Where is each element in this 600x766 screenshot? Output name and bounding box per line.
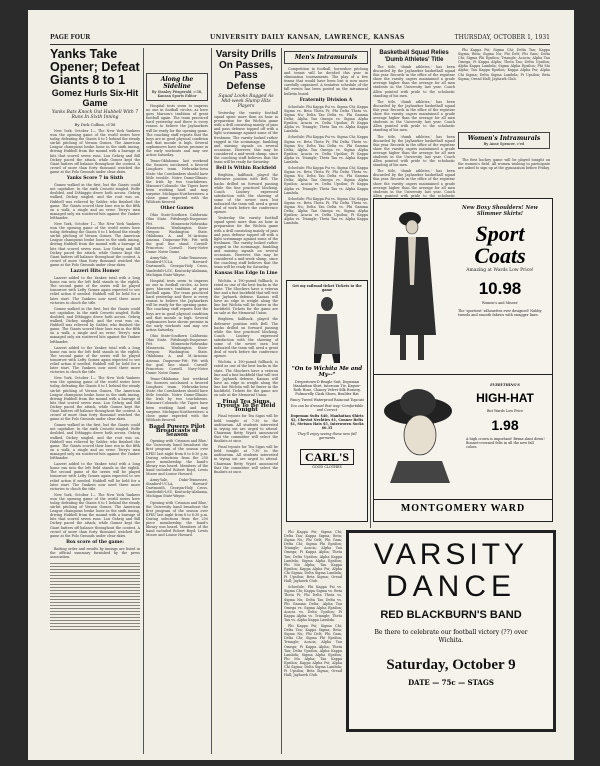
coats-title: Sport Coats (474, 221, 526, 268)
yanks-para-1: New York, October 1— The New York Yankees won the opening game of the world series here today, defeating the Giants 8 to 1 behind the steady six-hit pitching of Vernon Gomez. The American League champions broke loose in the sixth inning, driving Hubbell from the mound with a barrage of hits that scored seven runs. Lou Gehrig and Bill Dickey paced the attack, while Gomez kept the Giant batters off balance throughout the contest. A crowd of more than forty thousand watched the game at the Polo Grounds under clear skies. (50, 129, 140, 174)
intramurals-title: Men's Intramurals (294, 54, 358, 61)
coats-section (374, 199, 552, 369)
sideline-story (146, 104, 208, 537)
basketball-para-3: The title, 'dumb athletes,' has been discarded by the Jayhawker basketball squad this year. Records in the office of the registrar show the varsity cagers maintained a grade average higher than the average for all men students in the University last year. Coach Allen pointed with pride to the scholastic standing of his men. (373, 134, 455, 168)
newspaper-page (28, 10, 574, 760)
dance-note: Be there to celebrate our football victory (??) over Wichita. (374, 629, 528, 644)
hat-sub: But Wards Low Price (486, 409, 524, 413)
column-list (458, 48, 550, 132)
radio-para-2: Army-Yale, Duke-Tennessee, Stanford-UCLA, Harvard-Dartmouth, Georgia-Holy Cross, Vanderbilt-LSU, Kentucky-Alabama, Michigan State-Wayne. (146, 478, 208, 499)
varsity-para-3b: Brighten, halfback, played the defensive position with Bell. The backs drilled on forward passing while the line practiced blocking. Coach Lindsey expressed satisfaction with the showing of some of the newer men but indicated the team will need a great deal of work before the conference opener. (214, 317, 278, 359)
radio-headline: Band Powers Pilot Broadcasts of Season (148, 423, 206, 439)
basketball-headline: Basketball Squad Relies 'Dumb Athletes' Title (379, 50, 449, 63)
paper-title: UNIVERSITY DAILY KANSAN, LAWRENCE, KANSAS (210, 34, 405, 41)
hat-body: A high crown is important! Brims slant down! Bonnet-crowned felts in all the new fall colors. (466, 437, 545, 449)
sideline-title: Along the Sideline (160, 76, 194, 90)
yanks-sub-1: Yanks Score 7 in Sixth (66, 176, 124, 182)
frat-list-2: Schedule: Phi Kappa Psi vs. Sigma Chi; Kappa Sigma vs. Beta Theta Pi; Phi Delta Theta vs. Sigma Nu; Delta Tau Delta vs. Phi Gamma Delta; Alpha Tau Omega vs. Sigma Alpha Epsilon; Acacia vs. Delta Upsilon; Pi Kappa Alpha vs. Triangle; Theta Tau vs. Alpha Kappa Lambda. (284, 135, 368, 164)
dance-band: RED BLACKBURN'S BAND (380, 609, 522, 621)
box-score-title: Box score of the game: (66, 539, 124, 545)
hat-title: HIGH-HAT (476, 391, 534, 405)
sideline-header-box (146, 73, 208, 101)
varsity-story (214, 111, 278, 474)
tea-headline: Final Tea Signs Tryouts To Be Held Tonight (216, 399, 276, 414)
picks-title: Other Games (160, 206, 194, 212)
column-intramurals (284, 48, 368, 278)
intramurals-para-1: Competition in football, horseshoe pitching and tennis will be decided this year in elimination tournaments. The play of a few teams that would have been lost is now more carefully organized. A tentative schedule of the fall events has been posted on the intramural bulletin board. (284, 67, 368, 96)
carls-logo (287, 446, 367, 469)
sideline-para-4: Ohio State-Southern California: Ohio State. Pittsburgh-Duquesne: Pitt. Minnesota-Nebraska: Minnesota. Washington State-Oregon: Washington State. Oklahoma A. and M.-Arizona: Arizona. Duquesne-Pitt: Pitt with the goal line stand. Cornell-Princeton: Cornell. Navy-Notre Dame: Notre Dame. (146, 333, 208, 375)
column-sideline (146, 70, 208, 754)
page-number: PAGE FOUR (50, 34, 91, 41)
ticket-ad-line: Get my railroad ticket Tickets to the game (292, 284, 362, 292)
column-varsity (214, 48, 278, 754)
sideline-byline: By Stanley Fitzgerald, c'38, Kansan Sports Editor (151, 90, 203, 98)
coats-sub: Amazing at Wards Low Price! (466, 268, 534, 273)
yanks-byline: By Dick Collins, cl'36 (74, 122, 116, 127)
wichita-list: Drepertown-D Beagle Suit, Dopeman Manhattan Shirt, Intercom Tie, Kayser-Roth Hose, Chaney Velvet Silk Hosiery, Fulmorelly Clark Shoes, Boulder Hat (293, 380, 361, 396)
yanks-para-2: Gomez walked in the first, but the Giants could not capitalize. In the sixth Crosetti singled, Rolfe doubled, and DiMaggio drove both across. Gehrig walked, Dickey singled, and the rout was on. Hubbell was relieved by Gabler, who finished the game. The Giants scored their lone run in the fifth on a walk, a single and an error. Terry's men managed only six scattered hits against the Yankee lefthander. (50, 183, 140, 220)
yanks-para-3c: Lazzeri added to the Yankee total with a long home run into the left field stands in the eighth. The second game of the series will be played tomorrow with Lefty Gomez again expected to see relief action if needed. Hubbell will be held for a later start. The Yankees now need three more victories to clinch the title. (50, 345, 140, 375)
tea-para-2: Final tryouts for Tea Signs will be held tonight at 7:30 in the auditorium. All students interested in trying out are urged to attend. Chairman Betty Wyatt announced that the committee will select the finalists at once. (214, 445, 278, 474)
intramurals-story (284, 67, 368, 225)
basketball-para-1: The title, 'dumb athletes,' has been discarded by the Jayhawker basketball squad this year. Records in the office of the registrar show the varsity cagers maintained a grade average higher than the average for all men students in the University last year. Coach Allen pointed with pride to the scholastic standing of his men. (373, 65, 455, 98)
sideline-para-1: Hospital tests seem to impress no one in football circles, as here goes Maroon's tradition of great football again. The team practiced hard yesterday and there is every reason to believe the Jayhawkers will be ready for the opening game. The coaching staff reports that the boys are in good physical condition and that morale is high. Several sophomores have shown promise in the early workouts and may see action Saturday. (146, 104, 208, 158)
yanks-story (50, 129, 140, 631)
carls-name: CARL'S (300, 449, 354, 465)
varsity-sub-2: Kansas Has Edge In Line (214, 271, 278, 277)
women-story (458, 158, 550, 198)
varsity-deck: Squad Looks Ragged As Mid-week Slump Hits Players (218, 94, 274, 109)
varsity-para-2: Brighten, halfback, played the defensive position with Bell. The backs drilled on forward passing while the line practiced blocking. Coach Lindsey expressed satisfaction with the showing of some of the newer men but indicated the team will need a great deal of work before the conference opener. (214, 173, 278, 215)
intramurals-header (284, 51, 368, 64)
teams-list: Army-Yale, Duke-Tennessee, Stanford-UCLA, Harvard-Dartmouth, Georgia-Holy Cross, Vanderbilt-LSU, Kentucky-Alabama, Michigan State-Wayne. (146, 256, 208, 277)
wichita-detail: Fancy Tweed Waterproof Raincoat Topcoat (290, 398, 364, 402)
wichita-headline: "On to Wichita Me and My--" (291, 366, 363, 378)
varsity-sub-1: Bell Is Within Backfield (215, 166, 276, 172)
wichita-outfit: Dopeman Suits $40, Manhattan Shirts $2, Cheviot Neckties $1, Conner Belts $1, Stetson Hats $5, Interwoven Socks $0.35 (290, 414, 364, 430)
issue-date: THURSDAY, OCTOBER 1, 1931 (454, 34, 550, 41)
women-para: The first hockey game will be played tonight on the women's field. All women wishing to participate are asked to sign up at the gymnasium before Friday. (458, 158, 550, 171)
yanks-para-3: Lazzeri added to the Yankee total with a long home run into the left field stands in the eighth. The second game of the series will be played tomorrow with Lefty Gomez again expected to see relief action if needed. Hubbell will be held for a later start. The Yankees now need three more victories to clinch the title. (50, 276, 140, 305)
sideline-para-5: Texas-Oklahoma: last weekend the Sooners outclassed a favored Longhorn team. Nebraska-Iowa State: the Cornhuskers should have little trouble. Notre Dame-Illinois: the Irish by two touchdowns. Missouri-Colorado: the Tigers have been working hard and may surprise. Michigan-Northwestern: a close game expected with the Wildcats favored. (146, 376, 208, 422)
varsity-para-2b: Yesterday the varsity football squad spent more than an hour in preparation for the Wichita game with a drill consisting mainly of pass and pass defense topped off with a light scrimmage against some of the freshmen. The varsity looked rather ragged in the scrimmage, fumbling and missing signals on several occasions. However, this may be considered a mid-week slump, since the coaching staff believes that the team will be ready for Saturday. (214, 216, 278, 270)
yanks-deck: Gomez Hurls Six-Hit Game (51, 88, 139, 108)
bottom-filler (284, 530, 342, 754)
picks-para: Ohio State-Southern California: Ohio State. Pittsburgh-Duquesne: Pitt. Minnesota-Nebraska: Minnesota. Washington State-Oregon: Washington State. Oklahoma A. and M.-Arizona: Arizona. Duquesne-Pitt: Pitt with the goal line stand. Cornell-Princeton: Cornell. Navy-Notre Dame: Notre Dame. (146, 213, 208, 255)
varsity-para-3c: Wichita, a 190-pound fullback, is rated as one of the best backs in the state. The Shockers have a veteran line and a fast backfield that will test the Jayhawk defense. Kansas will have an edge in weight along the line but Wichita will be faster in the backfield. Tickets for the game are on sale at the Memorial Union. (214, 360, 278, 398)
coats-price: 10.98 (478, 279, 522, 298)
frat-list-3: Schedule: Phi Kappa Psi vs. Sigma Chi; Kappa Sigma vs. Beta Theta Pi; Phi Delta Theta vs. Sigma Nu; Delta Tau Delta vs. Phi Gamma Delta; Alpha Tau Omega vs. Sigma Alpha Epsilon; Acacia vs. Delta Upsilon; Pi Kappa Alpha vs. Triangle; Theta Tau vs. Alpha Kappa Lambda. (284, 166, 368, 195)
frat-division: Fraternity Division A (299, 97, 353, 103)
varsity-headline: Varsity Drills On Passes, Pass Defense (215, 49, 277, 92)
bottom-para-1: Phi Kappa Psi; Sigma Chi; Delta Tau; Kappa Sigma; Beta; Sigma Nu; Phi Delt; Phi Gam; Delta Chi; Sigma Phi Epsilon; Triangle; Acacia; Alpha Tau Omega; Pi Kappa Alpha; Theta Tau; Delta Upsilon; Alpha Kappa Lambda; Sigma Alpha Epsilon; Phi Mu Alpha; Tau Kappa Epsilon; Kappa Alpha Psi; Alpha Chi Sigma; Delta Sigma Lambda; Pi Upsilon; Beta Sigma; Oread Hall; Jayhawk Club. (284, 530, 342, 584)
yanks-para-3b: Gomez walked in the first, but the Giants could not capitalize. In the sixth Crosetti singled, Rolfe doubled, and DiMaggio drove both across. Gehrig walked, Dickey singled, and the rout was on. Hubbell was relieved by Gabler, who finished the game. The Giants scored their lone run in the fifth on a walk, a single and an error. Terry's men managed only six scattered hits against the Yankee lefthander. (50, 306, 140, 344)
box-score-line: Batting order and results by innings are listed in the official summary furnished by the press association. (50, 546, 140, 560)
frat-list-1: Schedule: Phi Kappa Psi vs. Sigma Chi; Kappa Sigma vs. Beta Theta Pi; Phi Delta Theta vs. Sigma Nu; Delta Tau Delta vs. Phi Gamma Delta; Alpha Tau Omega vs. Sigma Alpha Epsilon; Acacia vs. Delta Upsilon; Pi Kappa Alpha vs. Triangle; Theta Tau vs. Alpha Kappa Lambda. (284, 104, 368, 134)
radio-para-3: Opening with 'Crimson and Blue,' the University band broadcast the first program of the season over KFKU last night from 8 to 8:30 p.m. During selections from the 250 piece membership the band's library was heard. Members of the band included Robert Boyd, Lewis Moore and Louise Howard. (146, 500, 208, 538)
varsity-para-3: Wichita, a 190-pound fullback, is rated as one of the best backs in the state. The Shockers have a veteran line and a fast backfield that will test the Jayhawk defense. Kansas will have an edge in weight along the line but Wichita will be faster in the backfield. Tickets for the game are on sale at the Memorial Union. (214, 278, 278, 316)
yanks-para-5: Gomez walked in the first, but the Giants could not capitalize. In the sixth Crosetti singled, Rolfe doubled, and DiMaggio drove both across. Gehrig walked, Dickey singled, and the rout was on. Hubbell was relieved by Gabler, who finished the game. The Giants scored their lone run in the fifth on a walk, a single and an error. Terry's men managed only six scattered hits against the Yankee lefthander. (50, 423, 140, 461)
hat-price: 1.98 (491, 417, 519, 433)
carls-sub: GOOD CLOTHES (312, 465, 342, 469)
column-yanks (50, 48, 140, 754)
sideline-para-2: Texas-Oklahoma: last weekend the Sooners outclassed a favored Longhorn team. Nebraska-Iowa State: the Cornhuskers should have little trouble. Notre Dame-Illinois: the Irish by two touchdowns. Missouri-Colorado: the Tigers have been working hard and may surprise. Michigan-Northwestern: a close game expected with the Wildcats favored. (146, 159, 208, 205)
bottom-para-3: Phi Kappa Psi; Sigma Chi; Delta Tau; Kappa Sigma; Beta; Sigma Nu; Phi Delt; Phi Gam; Delta Chi; Sigma Phi Epsilon; Triangle; Acacia; Alpha Tau Omega; Pi Kappa Alpha; Theta Tau; Delta Upsilon; Alpha Kappa Lambda; Sigma Alpha Epsilon; Phi Mu Alpha; Tau Kappa Epsilon; Kappa Alpha Psi; Alpha Chi Sigma; Delta Sigma Lambda; Pi Upsilon; Beta Sigma; Oread Hall; Jayhawk Club. (284, 624, 342, 678)
carls-tag: They'll enjoy seeing these new fall garments (297, 432, 357, 440)
woman-coat-illustration (378, 205, 448, 365)
list-text (458, 48, 550, 81)
women-byline: By Anne Spencer, c'ed (483, 142, 525, 146)
wichita-tag: You can be dressed that way--Comfortable and Correct (290, 404, 364, 412)
store-name: MONTGOMERY WARD (374, 499, 552, 514)
coats-body: The 'sportiest' silhouettes ever designed! Nubby tweeds and smooth fabrics with swagger lines. (458, 309, 542, 317)
coats-tag: New Boxy Shoulders! New Slimmer Skirts! (462, 205, 538, 217)
man-illustration (302, 294, 352, 364)
sideline-para-3: Hospital tests seem to impress no one in football circles, as here goes Maroon's tradition of great football again. The team practiced hard yesterday and there is every reason to believe the Jayhawkers will be ready for the opening game. The coaching staff reports that the boys are in good physical condition and that morale is high. Several sophomores have shown promise in the early workouts and may see action Saturday. (146, 278, 208, 332)
yanks-para-2b: New York, October 1— The New York Yankees won the opening game of the world series here today, defeating the Giants 8 to 1 behind the steady six-hit pitching of Vernon Gomez. The American League champions broke loose in the sixth inning, driving Hubbell from the mound with a barrage of hits that scored seven runs. Lou Gehrig and Bill Dickey paced the attack, while Gomez kept the Giant batters off balance throughout the contest. A crowd of more than forty thousand watched the game at the Polo Grounds under clear skies. (50, 221, 140, 267)
dance-date: Saturday, October 9 (386, 657, 516, 673)
box-score-table (50, 561, 140, 631)
basketball-para-4: The title, 'dumb athletes,' has been discarded by the Jayhawker basketball squad this year. Records in the office of the registrar show the varsity cagers maintained a grade average higher than the average for all men students in the University last year. Coach Allen pointed with pride to the scholastic (373, 169, 455, 198)
bottom-para-2: Schedule: Phi Kappa Psi vs. Sigma Chi; Kappa Sigma vs. Beta Theta Pi; Phi Delta Theta vs. Sigma Nu; Delta Tau Delta vs. Phi Gamma Delta; Alpha Tau Omega vs. Sigma Alpha Epsilon; Acacia vs. Delta Upsilon; Pi Kappa Alpha vs. Triangle; Theta Tau vs. Alpha Kappa Lambda. (284, 585, 342, 622)
yanks-subdeck: Yanks Bats Knock Out Hubbell With 7 Runs In Sixth Inning (51, 110, 139, 120)
basketball-story (373, 65, 455, 202)
basketball-para-2: The title, 'dumb athletes,' has been discarded by the Jayhawker basketball squad this year. Records in the office of the registrar show the varsity cagers maintained a grade average higher than the average for all men students in the University last year. Coach Allen pointed with pride to the scholastic standing of his men. (373, 99, 455, 133)
varsity-para-1: Yesterday the varsity football squad spent more than an hour in preparation for the Wichita game with a drill consisting mainly of pass and pass defense topped off with a light scrimmage against some of the freshmen. The varsity looked rather ragged in the scrimmage, fumbling and missing signals on several occasions. However, this may be considered a mid-week slump, since the coaching staff believes that the team will be ready for Saturday. (214, 111, 278, 165)
column-basketball (373, 48, 455, 198)
yanks-sub-2: Lazzeri Hits Homer (70, 269, 120, 274)
dance-price: DATE — 75c — STAGS (408, 678, 494, 687)
yanks-para-6: Lazzeri added to the Yankee total with a long home run into the left field stands in the eighth. The second game of the series will be played tomorrow with Lefty Gomez again expected to see relief action if needed. Hubbell will be held for a later start. The Yankees now need three more victories to clinch the title. (50, 462, 140, 491)
montgomery-ward-ad (373, 198, 553, 522)
frat-list-4: Schedule: Phi Kappa Psi vs. Sigma Chi; Kappa Sigma vs. Beta Theta Pi; Phi Delta Theta vs. Sigma Nu; Delta Tau Delta vs. Phi Gamma Delta; Alpha Tau Omega vs. Sigma Alpha Epsilon; Acacia vs. Delta Upsilon; Pi Kappa Alpha vs. Triangle; Theta Tau vs. Alpha Kappa Lambda. (284, 196, 368, 226)
carls-ad (286, 280, 368, 522)
women-intramurals (458, 132, 550, 149)
yanks-headline: Yanks Take Opener; Defeat Giants 8 to 1 (50, 47, 140, 87)
hat-section (374, 374, 552, 495)
dance-title-2: DANCE (385, 570, 516, 603)
yanks-para-7: New York, October 1— The New York Yankees won the opening game of the world series here today, defeating the Giants 8 to 1 behind the steady six-hit pitching of Vernon Gomez. The American League champions broke loose in the sixth inning, driving Hubbell from the mound with a barrage of hits that scored seven runs. Lou Gehrig and Bill Dickey paced the attack, while Gomez kept the Giant batters off balance throughout the contest. A crowd of more than forty thousand watched the game at the Polo Grounds under clear skies. (50, 492, 140, 538)
women-title: Women's Intramurals (467, 135, 541, 142)
radio-para-1: Opening with 'Crimson and Blue,' the University band broadcast the first program of the season over KFKU last night from 8 to 8:30 p.m. During selections from the 250 piece membership the band's library was heard. Members of the band included Robert Boyd, Lewis Moore and Louise Howard. (146, 439, 208, 476)
hat-tag: EVERYTHING'S (490, 383, 520, 387)
dance-title-1: VARSITY (373, 538, 529, 571)
tea-para: Final tryouts for Tea Signs will be held tonight at 7:30 in the auditorium. All students interested in trying out are urged to attend. Chairman Betty Wyatt announced that the committee will select the finalists at once. (214, 414, 278, 444)
list-para-1: Phi Kappa Psi; Sigma Chi; Delta Tau; Kappa Sigma; Beta; Sigma Nu; Phi Delt; Phi Gam; Delta Chi; Sigma Phi Epsilon; Triangle; Acacia; Alpha Tau Omega; Pi Kappa Alpha; Theta Tau; Delta Upsilon; Alpha Kappa Lambda; Sigma Alpha Epsilon; Phi Mu Alpha; Tau Kappa Epsilon; Kappa Alpha Psi; Alpha Chi Sigma; Delta Sigma Lambda; Pi Upsilon; Beta Sigma; Oread Hall; Jayhawk Club. (458, 48, 550, 81)
yanks-para-4: New York, October 1— The New York Yankees won the opening game of the world series here today, defeating the Giants 8 to 1 behind the steady six-hit pitching of Vernon Gomez. The American League champions broke loose in the sixth inning, driving Hubbell from the mound with a barrage of hits that scored seven runs. Lou Gehrig and Bill Dickey paced the attack, while Gomez kept the Giant batters off balance throughout the contest. A crowd of more than forty thousand watched the game at the Polo Grounds under clear skies. (50, 376, 140, 422)
varsity-dance-ad (346, 530, 556, 732)
coats-sizes: Women's and Misses' (481, 301, 519, 305)
woman-hat-illustration (378, 383, 458, 483)
page-header (50, 34, 550, 45)
